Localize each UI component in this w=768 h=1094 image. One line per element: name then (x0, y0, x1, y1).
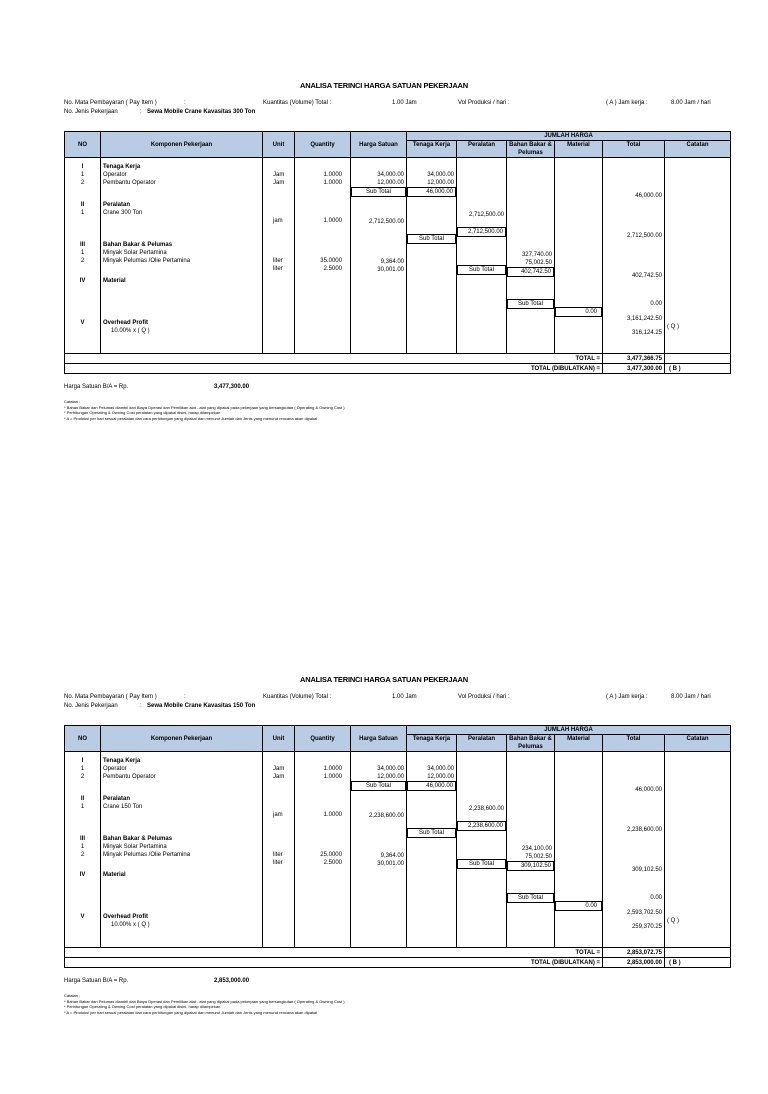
vol-produksi-label: Vol Produksi / hari : (458, 100, 510, 106)
row-no: 1 (80, 210, 85, 216)
col-quantity-header: Quantity (295, 132, 351, 158)
col-no-header: NO (65, 132, 101, 158)
section-title: Peralatan (103, 796, 131, 802)
bbm-total: 402,742.50 (631, 273, 662, 279)
col-catatan-header: Catatan (665, 141, 731, 158)
quantity-column (295, 752, 351, 948)
section-title: Overhead Profit (103, 914, 149, 920)
total-dibulatkan-value: 3,477,300.00 (603, 364, 665, 374)
material-total: 0.00 (650, 301, 662, 307)
notes-block (64, 399, 345, 421)
tenaga-subtotal: 46,000.00 (407, 781, 456, 791)
jam-kerja-label: ( A ) Jam kerja : (606, 694, 648, 700)
col-tenaga-header: Tenaga Kerja (407, 141, 457, 158)
tenaga-total: 46,000.00 (635, 193, 662, 199)
analysis-sheet-2 (0, 594, 768, 1094)
col-harga-header: Harga Satuan (351, 726, 407, 752)
total-value: 2,853,072.75 (603, 948, 665, 958)
b-label: ( B ) (665, 958, 731, 968)
item-name: Minyak Pelumas /Olie Pertamina (103, 258, 191, 264)
unit-column (263, 158, 295, 354)
item-qty: 1.0000 (323, 766, 342, 772)
jenis-colon: : (140, 703, 142, 709)
bbm-subtotal: 402,742.50 (507, 267, 554, 277)
item-name: Minyak Pelumas /Olie Pertamina (103, 852, 191, 858)
section-title: Peralatan (103, 202, 131, 208)
item-tenaga: 34,000.00 (427, 172, 454, 178)
item-qty: 25.0000 (320, 852, 342, 858)
item-harga: 34,000.00 (377, 766, 404, 772)
total-catatan-cell (665, 354, 731, 364)
analysis-table (64, 131, 731, 374)
total-catatan-cell (665, 948, 731, 958)
item-name: Minyak Solar Pertamina (103, 250, 167, 256)
no-column (65, 158, 101, 354)
item-unit: liter (273, 266, 283, 272)
section-no: IV (79, 872, 86, 878)
item-qty: 1.0000 (323, 180, 342, 186)
no-column (65, 752, 101, 948)
row-no: 1 (80, 766, 85, 772)
item-qty: 1.0000 (323, 812, 342, 818)
item-harga: 9,364.00 (380, 853, 404, 859)
subtotal-label: Sub Total (457, 265, 506, 275)
row-no: 1 (80, 804, 85, 810)
col-peralatan-header: Peralatan (457, 735, 507, 752)
item-name: Operator (103, 172, 127, 178)
item-harga: 2,712,500.00 (368, 219, 404, 225)
subtotal-label: Sub Total (407, 234, 456, 244)
q-value: 2,593,702.50 (626, 910, 662, 916)
peralatan-subtotal: 2,238,600.00 (457, 821, 506, 831)
item-bbm: 327,740.00 (521, 252, 552, 258)
item-name: Minyak Solar Pertamina (103, 844, 167, 850)
unit-column (263, 752, 295, 948)
section-no: I (81, 758, 84, 764)
item-qty: 1.0000 (323, 218, 342, 224)
row-no: 1 (80, 250, 85, 256)
item-name: Crane 150 Ton (103, 804, 143, 810)
q-value: 3,161,242.50 (626, 316, 662, 322)
total-label: TOTAL = (65, 354, 603, 364)
tenaga-column (407, 158, 457, 354)
sheet-title: ANALISA TERINCI HARGA SATUAN PEKERJAAN (300, 81, 468, 90)
item-tenaga: 12,000.00 (427, 774, 454, 780)
jam-kerja-label: ( A ) Jam kerja : (606, 100, 648, 106)
pay-item-colon: : (184, 100, 186, 106)
section-no: I (81, 164, 84, 170)
item-harga: 30,001.00 (377, 861, 404, 867)
komponen-column (101, 752, 263, 948)
item-bbm: 75,002.50 (525, 260, 552, 266)
peralatan-total: 2,712,500.00 (626, 233, 662, 239)
b-label: ( B ) (665, 364, 731, 374)
catatan-column (665, 752, 731, 948)
harga-satuan-value: 3,477,300.00 (214, 384, 250, 390)
harga-satuan-value: 2,853,000.00 (214, 978, 250, 984)
total-dibulatkan-label: TOTAL (DIBULATKAN) = (65, 364, 603, 374)
pay-item-label: No. Mata Pembayaran ( Pay Item ) (64, 694, 157, 700)
row-no: 1 (80, 172, 85, 178)
col-peralatan-header: Peralatan (457, 141, 507, 158)
table-body-row (65, 158, 731, 354)
col-quantity-header: Quantity (295, 726, 351, 752)
row-no: 2 (80, 258, 85, 264)
col-total-header: Total (603, 141, 665, 158)
bbm-column (507, 158, 555, 354)
item-bbm: 75,002.50 (525, 854, 552, 860)
material-subtotal: 0.00 (555, 307, 602, 317)
item-qty: 1.0000 (323, 774, 342, 780)
jenis-label: No. Jenis Pekerjaan (64, 703, 118, 709)
komponen-column (101, 158, 263, 354)
section-no: II (80, 202, 85, 208)
table-body-row (65, 752, 731, 948)
item-harga: 12,000.00 (377, 774, 404, 780)
analysis-sheet-1 (0, 0, 768, 500)
item-unit: Jam (273, 774, 285, 780)
harga-satuan-label: Harga Satuan B/A = Rp. (64, 978, 129, 984)
total-column (603, 752, 665, 948)
col-bbm-header: Bahan Bakar & Pelumas (507, 141, 555, 158)
item-peralatan: 2,712,500.00 (468, 212, 504, 218)
material-column (555, 158, 603, 354)
col-harga-header: Harga Satuan (351, 132, 407, 158)
item-unit: liter (273, 258, 283, 264)
col-material-header: Material (555, 735, 603, 752)
section-title: Material (103, 278, 126, 284)
peralatan-total: 2,238,600.00 (626, 827, 662, 833)
section-title: Overhead Profit (103, 320, 149, 326)
pay-item-colon: : (184, 694, 186, 700)
note-item: * A = Produksi per hari sesuai peralatan dan cara perhitungan yang dipakai dan menurut Jumlah dan Jenis yang menurut rencana akan dipakai (64, 415, 318, 421)
note-item: * Bahan Bakar dan Pelumas diambil dari Biaya Operasi dan Pemilikan alat - alat yang dipakai pada pekerjaan yang bersangkutan ( Operating & Owning Cost ) (64, 404, 345, 410)
section-no: IV (79, 278, 86, 284)
item-unit: liter (273, 852, 283, 858)
row-no: 2 (80, 852, 85, 858)
col-total-header: Total (603, 735, 665, 752)
item-harga: 2,238,600.00 (368, 813, 404, 819)
jam-kerja-value: 8.00 Jam / hari (671, 694, 711, 700)
row-no: 2 (80, 774, 85, 780)
jam-kerja-value: 8.00 Jam / hari (671, 100, 711, 106)
item-qty: 2.5000 (323, 266, 342, 272)
col-catatan-header: Catatan (665, 735, 731, 752)
subtotal-label: Sub Total (507, 893, 554, 903)
subtotal-label: Sub Total (507, 299, 554, 309)
section-title: Bahan Bakar & Pelumas (103, 836, 173, 842)
notes-title: Catatan : (64, 993, 81, 998)
harga-satuan-label: Harga Satuan B/A = Rp. (64, 384, 129, 390)
item-harga: 30,001.00 (377, 267, 404, 273)
peralatan-subtotal: 2,712,500.00 (457, 227, 506, 237)
catatan-column (665, 158, 731, 354)
row-no: 1 (80, 844, 85, 850)
item-qty: 2.5000 (323, 860, 342, 866)
item-tenaga: 34,000.00 (427, 766, 454, 772)
item-harga: 9,364.00 (380, 259, 404, 265)
col-unit-header: Unit (263, 132, 295, 158)
material-total: 0.00 (650, 895, 662, 901)
tenaga-total: 46,000.00 (635, 787, 662, 793)
section-no: III (79, 836, 85, 842)
item-name: Pembantu Operator (103, 774, 156, 780)
quantity-column (295, 158, 351, 354)
section-title: Bahan Bakar & Pelumas (103, 242, 173, 248)
harga-column (351, 752, 407, 948)
total-dibulatkan-value: 2,853,000.00 (603, 958, 665, 968)
q-label: ( Q ) (667, 324, 679, 330)
col-no-header: NO (65, 726, 101, 752)
section-title: Material (103, 872, 126, 878)
total-column (603, 158, 665, 354)
overhead-formula: 10.00% x ( Q ) (111, 328, 150, 334)
item-peralatan: 2,238,600.00 (468, 806, 504, 812)
section-no: III (79, 242, 85, 248)
analysis-table (64, 725, 731, 968)
overhead-value: 316,124.25 (631, 330, 662, 336)
col-material-header: Material (555, 141, 603, 158)
vol-produksi-label: Vol Produksi / hari : (458, 694, 510, 700)
note-item: * A = Produksi per hari sesuai peralatan dan cara perhitungan yang dipakai dan menurut Jumlah dan Jenis yang menurut rencana akan dipakai (64, 1009, 318, 1015)
tenaga-subtotal: 46,000.00 (407, 187, 456, 197)
bbm-column (507, 752, 555, 948)
bbm-subtotal: 309,102.50 (507, 861, 554, 871)
item-qty: 35.0000 (320, 258, 342, 264)
col-komponen-header: Komponen Pekerjaan (101, 132, 263, 158)
item-unit: liter (273, 860, 283, 866)
notes-title: Catatan : (64, 399, 81, 404)
kuantitas-label: Kuantitas (Volume) Total : (263, 100, 332, 106)
item-qty: 1.0000 (323, 172, 342, 178)
tenaga-column (407, 752, 457, 948)
section-no: II (80, 796, 85, 802)
col-unit-header: Unit (263, 726, 295, 752)
item-unit: jam (273, 218, 283, 224)
item-bbm: 234,100.00 (521, 846, 552, 852)
kuantitas-label: Kuantitas (Volume) Total : (263, 694, 332, 700)
jumlah-harga-header: JUMLAH HARGA (407, 132, 731, 141)
note-item: * Perhitungan Operating & Owning Cost peralatan yang dipakai disini, harap dilampirkan (64, 410, 221, 415)
bbm-total: 309,102.50 (631, 867, 662, 873)
col-bbm-header: Bahan Bakar & Pelumas (507, 735, 555, 752)
total-label: TOTAL = (65, 948, 603, 958)
peralatan-column (457, 752, 507, 948)
col-tenaga-header: Tenaga Kerja (407, 735, 457, 752)
section-title: Tenaga Kerja (103, 164, 141, 170)
subtotal-label: Sub Total (407, 828, 456, 838)
col-komponen-header: Komponen Pekerjaan (101, 726, 263, 752)
jumlah-harga-header: JUMLAH HARGA (407, 726, 731, 735)
peralatan-column (457, 158, 507, 354)
kuantitas-value: 1.00 Jam (392, 100, 417, 106)
item-harga: 12,000.00 (377, 180, 404, 186)
subtotal-label: Sub Total (351, 187, 406, 197)
sheet-title: ANALISA TERINCI HARGA SATUAN PEKERJAAN (300, 675, 468, 684)
jenis-value: Sewa Mobile Crane Kavasitas 300 Ton (147, 109, 256, 115)
total-value: 3,477,366.75 (603, 354, 665, 364)
overhead-value: 259,370.25 (631, 924, 662, 930)
section-no: V (80, 320, 85, 326)
section-title: Tenaga Kerja (103, 758, 141, 764)
total-dibulatkan-label: TOTAL (DIBULATKAN) = (65, 958, 603, 968)
q-label: ( Q ) (667, 918, 679, 924)
item-name: Operator (103, 766, 127, 772)
item-name: Pembantu Operator (103, 180, 156, 186)
jenis-value: Sewa Mobile Crane Kavasitas 150 Ton (147, 703, 256, 709)
section-no: V (80, 914, 85, 920)
material-subtotal: 0.00 (555, 901, 602, 911)
item-unit: Jam (273, 766, 285, 772)
overhead-formula: 10.00% x ( Q ) (111, 922, 150, 928)
jenis-colon: : (140, 109, 142, 115)
item-unit: Jam (273, 172, 285, 178)
note-item: * Bahan Bakar dan Pelumas diambil dari Biaya Operasi dan Pemilikan alat - alat yang dipakai pada pekerjaan yang bersangkutan ( Operating & Owning Cost ) (64, 998, 345, 1004)
pay-item-label: No. Mata Pembayaran ( Pay Item ) (64, 100, 157, 106)
item-unit: Jam (273, 180, 285, 186)
jenis-label: No. Jenis Pekerjaan (64, 109, 118, 115)
harga-column (351, 158, 407, 354)
item-tenaga: 12,000.00 (427, 180, 454, 186)
item-unit: jam (273, 812, 283, 818)
row-no: 2 (80, 180, 85, 186)
kuantitas-value: 1.00 Jam (392, 694, 417, 700)
material-column (555, 752, 603, 948)
subtotal-label: Sub Total (351, 781, 406, 791)
subtotal-label: Sub Total (457, 859, 506, 869)
note-item: * Perhitungan Operating & Owning Cost peralatan yang dipakai disini, harap dilampirkan (64, 1004, 221, 1009)
item-harga: 34,000.00 (377, 172, 404, 178)
notes-block (64, 993, 345, 1015)
item-name: Crane 300 Ton (103, 210, 143, 216)
